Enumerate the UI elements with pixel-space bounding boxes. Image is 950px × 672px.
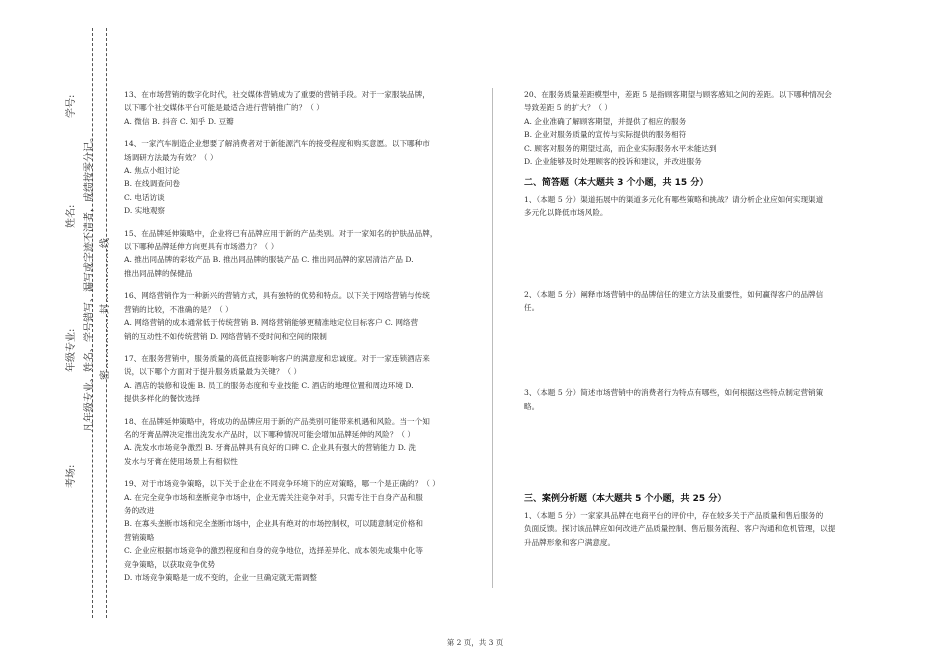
question-18 bbox=[124, 415, 470, 469]
answer-space[interactable] bbox=[524, 220, 864, 288]
option: A. 酒店的装修和设施 B. 员工的服务态度和专业技能 C. 酒店的地理位置和周边环境 D. bbox=[124, 380, 414, 390]
binding-notice: 凡年级专业、姓名、学号错写、漏写或字迹不清者，成绩按零分记。 bbox=[84, 132, 95, 432]
question-20 bbox=[524, 88, 864, 168]
option: C. 企业应根据市场竞争的激烈程度和自身的竞争地位，选择差异化、成本领先或集中化等 bbox=[124, 546, 423, 556]
room-label: 考场: bbox=[66, 464, 77, 488]
question-17 bbox=[124, 352, 470, 406]
option: A. 微信 B. 抖音 C. 知乎 D. 豆瓣 bbox=[124, 116, 234, 126]
question-text: 14、一家汽车制造企业想要了解消费者对于新能源汽车的接受程度和购买意愿。以下哪种市 bbox=[124, 139, 430, 149]
option: A. 在完全竞争市场和垄断竞争市场中，企业无需关注竞争对手，只需专注于自身产品和服 bbox=[124, 492, 423, 502]
option: C. 顾客对服务的期望过高，而企业实际服务水平未能达到 bbox=[524, 143, 717, 153]
option: A. 洗发水市场竞争激烈 B. 牙膏品牌具有良好的口碑 C. 企业具有强大的营销能力 D. 洗 bbox=[124, 443, 416, 453]
question-text: 20、在服务质量差距模型中，差距 5 是指顾客期望与顾客感知之间的差距。以下哪种情况会 bbox=[524, 90, 832, 99]
seal-line-text: 密……………封……………线 bbox=[100, 237, 111, 380]
question-19 bbox=[124, 477, 470, 584]
option: 提供多样化的餐饮选择 bbox=[124, 394, 200, 404]
option: B. 企业对服务质量的宣传与实际提供的服务相符 bbox=[524, 130, 687, 140]
question-text: 17、在服务营销中，服务质量的高低直接影响客户的满意度和忠诚度。对于一家连锁酒店来 bbox=[124, 353, 430, 363]
question-text: 导致差距 5 的扩大？（ ） bbox=[524, 103, 613, 113]
short-answer-1: 多元化以降低市场风险。 bbox=[524, 208, 608, 218]
binding-margin bbox=[0, 0, 110, 672]
option: A. 企业准确了解顾客期望，并提供了相应的服务 bbox=[524, 116, 687, 126]
option: A. 网络营销的成本通常低于传统营销 B. 网络营销能够更精准地定位目标客户 C. 网络营 bbox=[124, 318, 419, 328]
question-text: 15、在品牌延伸策略中，企业将已有品牌应用于新的产品类别。对于一家知名的护肤品品牌， bbox=[124, 228, 438, 238]
answer-space[interactable] bbox=[524, 413, 864, 485]
question-text: 19、对于市场竞争策略，以下关于企业在不同竞争环境下的应对策略，哪一个是正确的？（ ） bbox=[124, 479, 440, 489]
section-title-case-analysis: 三、案例分析题（本大题共 5 个小题，共 25 分） bbox=[524, 494, 727, 505]
option: D. 企业能够及时处理顾客的投诉和建议，并改进服务 bbox=[524, 157, 702, 167]
question-text: 说，以下哪个方面对于提升服务质量最为关键？（ ） bbox=[124, 367, 302, 377]
option: B. 在线调查问卷 bbox=[124, 179, 180, 189]
question-text: 以下哪种品牌延伸方向更具有市场潜力？（ ） bbox=[124, 242, 279, 252]
case-question-1: 负面反馈。探讨该品牌应如何改进产品质量控制、售后服务流程、客户沟通和危机管理，以提 bbox=[524, 524, 836, 534]
page-footer: 第 2 页，共 3 页 bbox=[446, 638, 504, 647]
short-answer-2: 2、（本题 5 分）阐释市场营销中的品牌信任的建立方法及重要性，如何赢得客户的品牌信 bbox=[524, 289, 824, 299]
option: A. 推出同品牌的彩妆产品 B. 推出同品牌的服装产品 C. 推出同品牌的家居清洁产品 D. bbox=[124, 255, 414, 265]
column-divider bbox=[492, 88, 493, 588]
student-id-label: 学号: bbox=[66, 94, 77, 118]
left-column bbox=[124, 88, 470, 593]
section-title-short-answer: 二、简答题（本大题共 3 个小题，共 15 分） bbox=[524, 178, 709, 189]
option: 销的互动性不如传统营销 D. 网络营销不受时间和空间的限制 bbox=[124, 331, 327, 341]
option: B. 在寡头垄断市场和完全垄断市场中，企业具有绝对的市场控制权，可以随意制定价格和 bbox=[124, 519, 423, 529]
question-text: 场调研方法最为有效？（ ） bbox=[124, 152, 218, 162]
short-answer-2: 任。 bbox=[524, 303, 540, 313]
question-text: 16、网络营销作为一种新兴的营销方式，具有独特的优势和特点。以下关于网络营销与传统 bbox=[124, 291, 430, 301]
right-column bbox=[524, 88, 864, 549]
option: C. 电话访谈 bbox=[124, 192, 165, 202]
question-16 bbox=[124, 289, 470, 343]
grade-major-label: 年级专业: bbox=[66, 328, 77, 372]
option: D. 市场竞争策略是一成不变的，企业一旦确定就无需调整 bbox=[124, 573, 317, 582]
question-text: 13、在市场营销的数字化时代，社交媒体营销成为了重要的营销手段。对于一家服装品牌， bbox=[124, 90, 430, 99]
question-14 bbox=[124, 137, 470, 217]
option: 竞争策略，以获取竞争优势 bbox=[124, 559, 216, 569]
short-answer-3: 略。 bbox=[524, 401, 540, 411]
short-answer-1: 1、（本题 5 分）渠道拓展中的渠道多元化有哪些策略和挑战？请分析企业应如何实现渠道 bbox=[524, 194, 824, 204]
question-15 bbox=[124, 227, 470, 281]
case-question-1: 1、（本题 5 分）一家家具品牌在电商平台的评价中，存在较多关于产品质量和售后服务的 bbox=[524, 510, 824, 520]
name-label: 姓名: bbox=[66, 204, 77, 228]
short-answer-3: 3、（本题 5 分）简述市场营销中的消费者行为特点有哪些，如何根据这些特点制定营销策 bbox=[524, 388, 824, 398]
option: A. 焦点小组讨论 bbox=[124, 166, 180, 176]
question-text: 以下哪个社交媒体平台可能是最适合进行营销推广的？（ ） bbox=[124, 103, 324, 113]
answer-space[interactable] bbox=[524, 314, 864, 386]
option: 务的改进 bbox=[124, 505, 155, 515]
case-question-1: 升品牌形象和客户满意度。 bbox=[524, 537, 616, 547]
question-text: 18、在品牌延伸策略中，将成功的品牌应用于新的产品类别可能带来机遇和风险。当一个知 bbox=[124, 416, 430, 426]
option: 推出同品牌的保健品 bbox=[124, 268, 193, 278]
question-13 bbox=[124, 88, 470, 128]
option: 发水与牙膏在使用场景上有相似性 bbox=[124, 456, 238, 466]
option: D. 实地观察 bbox=[124, 206, 166, 216]
question-text: 营销的比较，不准确的是？（ ） bbox=[124, 304, 233, 314]
question-text: 名的牙膏品牌决定推出洗发水产品时，以下哪种情况可能会增加品牌延伸的风险？（ ） bbox=[124, 429, 415, 439]
option: 营销策略 bbox=[124, 532, 155, 542]
